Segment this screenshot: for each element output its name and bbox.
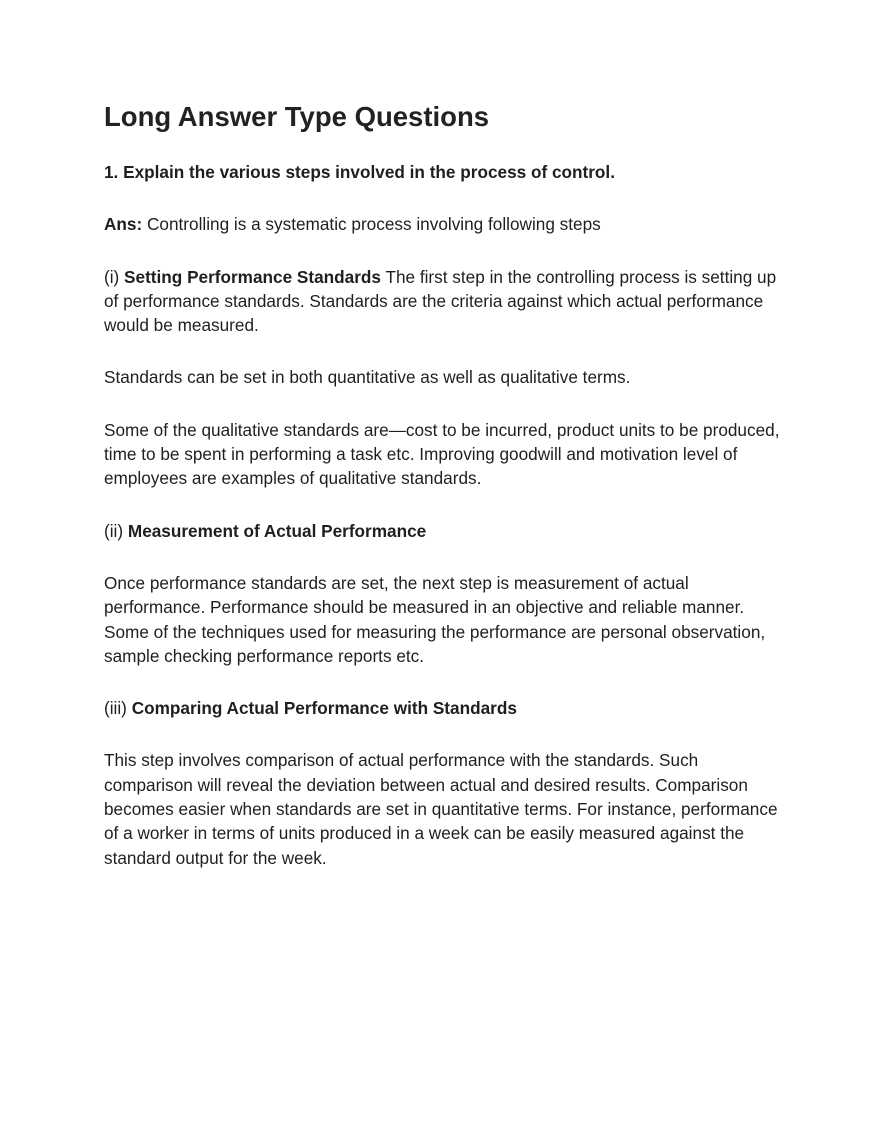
answer-text: Controlling is a systematic process involving following steps — [142, 214, 601, 235]
step-heading: Measurement of Actual Performance — [127, 520, 427, 541]
step-heading: Setting Performance Standards — [124, 266, 381, 287]
step-setting-standards — [104, 265, 780, 338]
step-prefix: (iii) — [104, 698, 132, 719]
answer-intro — [104, 212, 780, 236]
paragraph-standards-terms: Standards can be set in both quantitative as well as qualitative terms. — [104, 367, 631, 388]
paragraph-qualitative-standards: Some of the qualitative standards are—cost to be incurred, product units to be produced, time to be spent in performing a task etc. Improving goodwill and motivation level of employees are examples of qualitative standards. — [104, 419, 780, 489]
step-heading: Comparing Actual Performance with Standards — [131, 698, 517, 719]
page-title: Long Answer Type Questions — [104, 101, 490, 132]
step-prefix: (i) — [104, 266, 125, 287]
document-page — [104, 98, 780, 898]
step-comparing — [104, 696, 780, 720]
step-measurement — [104, 519, 780, 543]
step-prefix: (ii) — [104, 520, 128, 541]
paragraph-measurement: Once performance standards are set, the next step is measurement of actual performance. Performance should be measured in an objective and reliable manner. Some of the techniques used for measuring the performance are personal observation, sample checking performance reports etc. — [104, 572, 766, 666]
question-text: 1. Explain the various steps involved in the process of control. — [104, 162, 615, 182]
answer-label: Ans: — [104, 214, 143, 235]
paragraph-comparison: This step involves comparison of actual performance with the standards. Such comparison will reveal the deviation between actual and desired results. Comparison becomes easier when standards are set in quantitative terms. For instance, performance of a worker in terms of units produced in a week can be easily measured against the standard output for the week. — [104, 750, 778, 868]
step-text: The first step in the controlling process is setting up of performance standards. Standards are the criteria against which actual performance would be measured. — [104, 266, 777, 336]
